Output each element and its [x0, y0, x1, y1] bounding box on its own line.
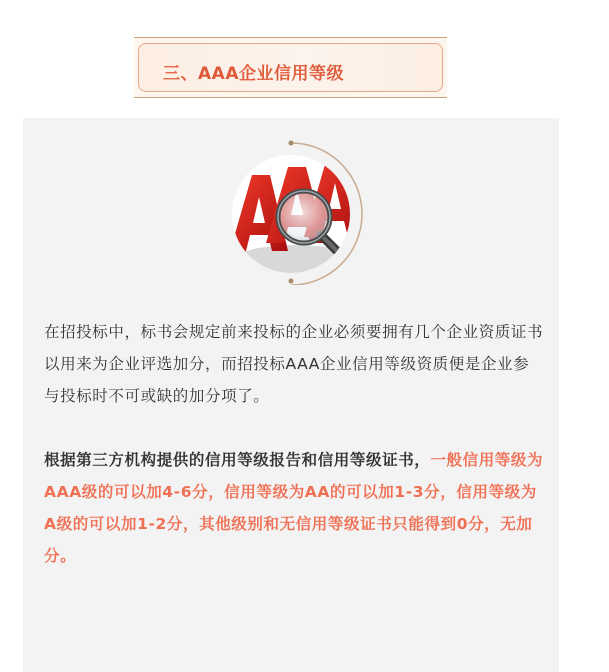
aaa-illustration-svg	[226, 139, 366, 285]
ring-dot-top	[289, 141, 294, 146]
content-card	[23, 118, 559, 672]
scoring-highlight: 一般信用等级为AAA级的可以加4-6分，信用等级为AA的可以加1-3分，信用等级为A级的可以加1-2分，其他级别和无信用等级证书只能得到0分，无加分。	[44, 451, 544, 565]
intro-paragraph: 在招投标中，标书会规定前来投标的企业必须要拥有几个企业资质证书以用来为企业评选加分，而招投标AAA企业信用等级资质便是企业参与投标时不可或缺的加分项了。	[44, 323, 544, 405]
ring-dot-bottom	[289, 279, 294, 284]
section-title: 三、AAA企业信用等级	[163, 64, 344, 84]
scoring-paragraph	[44, 444, 544, 572]
scoring-lead: 根据第三方机构提供的信用等级报告和信用等级证书，	[44, 451, 431, 469]
aaa-magnifier-icon	[226, 139, 366, 285]
section-title-frame	[138, 43, 443, 92]
section-title-box	[134, 37, 447, 98]
